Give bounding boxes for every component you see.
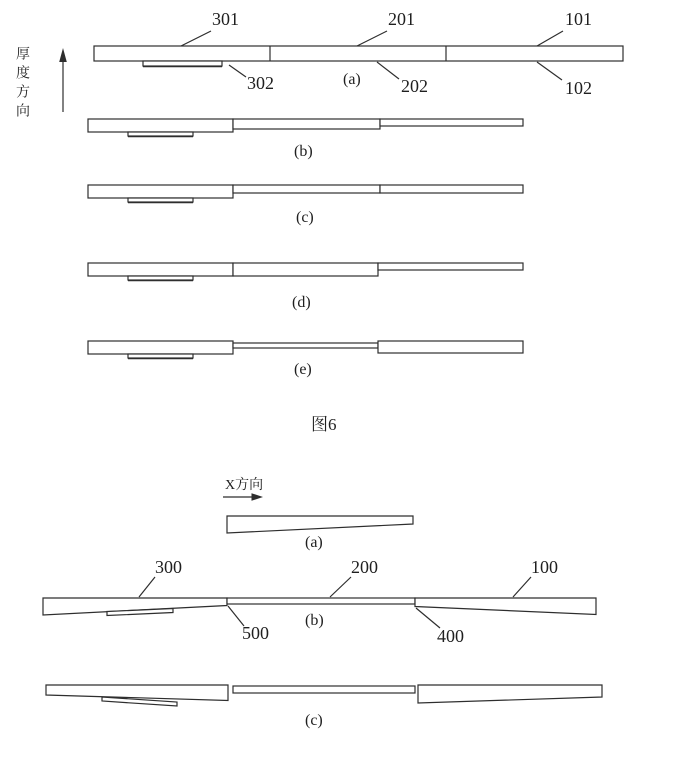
part-label-500: 500 xyxy=(242,623,269,643)
fig7-row-c xyxy=(46,685,602,706)
part-label-101: 101 xyxy=(565,9,592,29)
leader-302 xyxy=(229,65,246,77)
figure6-caption: 图6 xyxy=(311,415,337,434)
leader-400 xyxy=(416,608,440,628)
part-label-200: 200 xyxy=(351,557,378,577)
fig7-row-a xyxy=(227,516,413,533)
part-label-300: 300 xyxy=(155,557,182,577)
leader-100 xyxy=(513,577,531,597)
x-axis-label: X方向 xyxy=(225,478,264,493)
fig7-subfig-label-a: (a) xyxy=(305,534,323,551)
part-label-400: 400 xyxy=(437,626,464,646)
x-direction-arrow xyxy=(223,493,263,501)
fig6-subfig-label-c: (c) xyxy=(296,209,314,226)
part-label-100: 100 xyxy=(531,557,558,577)
fig7-subfig-label-c: (c) xyxy=(305,712,323,729)
fig6-row-b-strip xyxy=(128,132,193,136)
fig7-row-c-left-piece xyxy=(46,685,228,701)
fig6-subfig-label-a: (a) xyxy=(343,71,361,88)
leader-301 xyxy=(181,31,211,46)
fig6-row-e-strip xyxy=(128,354,193,358)
fig6-subfig-label-e: (e) xyxy=(294,361,312,378)
part-label-301: 301 xyxy=(212,9,239,29)
part-label-302: 302 xyxy=(247,73,274,93)
fig6-row-a-strip xyxy=(143,61,222,66)
thickness-direction-arrow xyxy=(59,48,67,112)
leader-201 xyxy=(357,31,387,46)
fig7-subfig-label-b: (b) xyxy=(305,612,324,629)
fig6-row-e xyxy=(88,341,523,358)
fig7-row-a-wedge xyxy=(227,516,413,533)
fig7-board-200 xyxy=(227,598,415,604)
fig6-subfig-label-d: (d) xyxy=(292,294,311,311)
fig7-row-c-middle-piece xyxy=(233,686,415,693)
fig6-row-d-strip xyxy=(128,276,193,280)
fig6-row-c-strip xyxy=(128,198,193,202)
leader-101 xyxy=(537,31,563,46)
thickness-axis-label: 厚度方向 xyxy=(14,46,29,122)
leader-200 xyxy=(330,577,351,597)
part-label-201: 201 xyxy=(388,9,415,29)
fig6-subfig-label-b: (b) xyxy=(294,143,313,160)
part-label-102: 102 xyxy=(565,78,592,98)
fig7-row-c-right-piece xyxy=(418,685,602,703)
leader-102 xyxy=(537,62,562,80)
leader-202 xyxy=(377,62,399,79)
fig7-board-100 xyxy=(415,598,596,615)
leader-300 xyxy=(139,577,155,597)
fig6-row-d xyxy=(88,263,523,280)
fig6-row-c xyxy=(88,185,523,202)
part-label-202: 202 xyxy=(401,76,428,96)
fig6-row-b xyxy=(88,119,523,136)
